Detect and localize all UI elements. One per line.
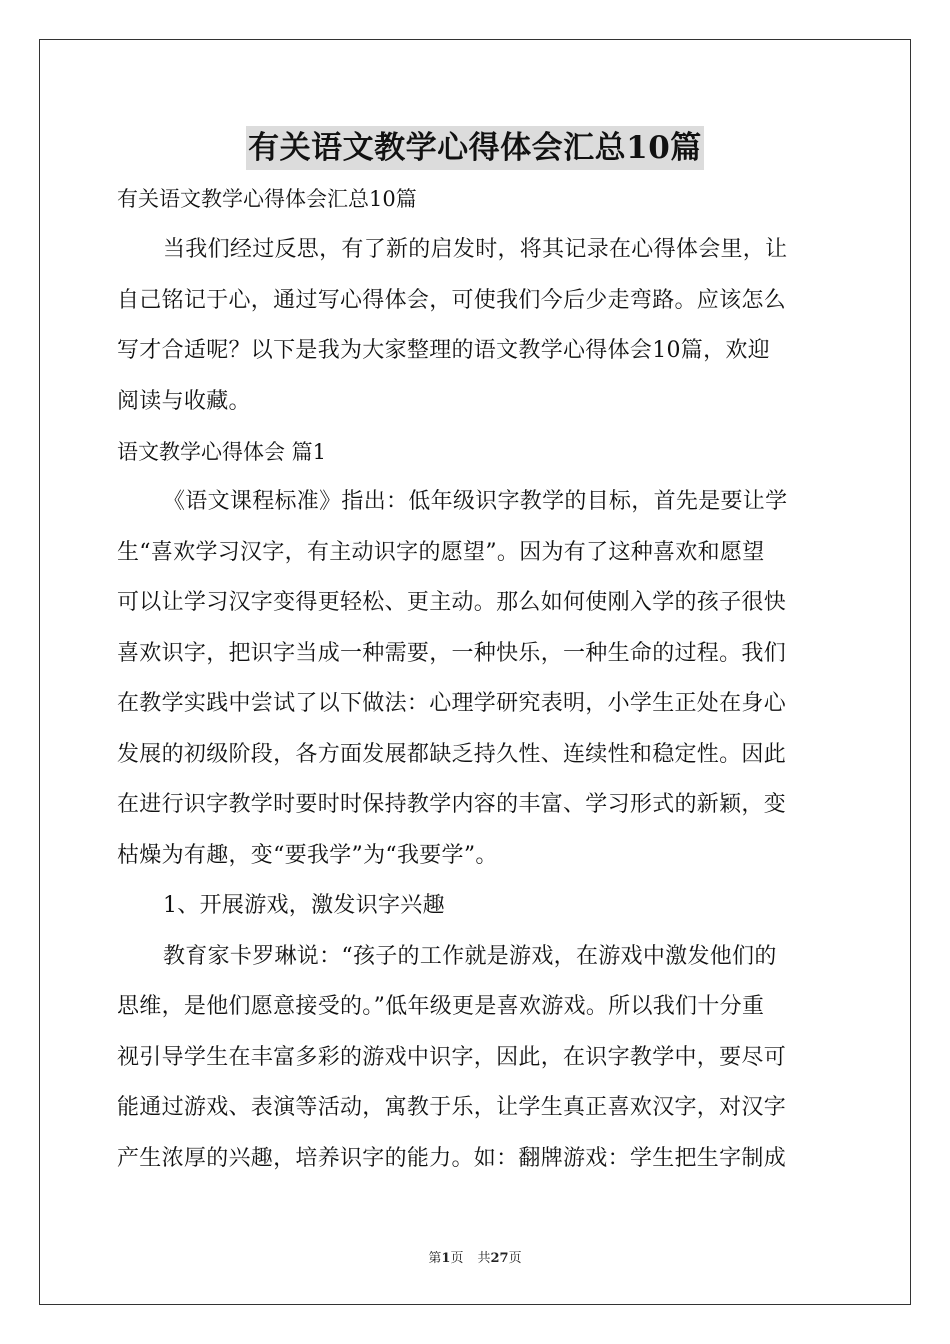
text-line: 思维，是他们愿意接受的。”低年级更是喜欢游戏。所以我们十分重 [117,994,765,1019]
text-line: 《语文课程标准》指出：低年级识字教学的目标，首先是要让学 [163,489,788,514]
page-number: 1 [441,1251,451,1266]
text-line: 当我们经过反思，有了新的启发时，将其记录在心得体会里，让 [163,237,788,262]
total-prefix: 共 [477,1251,491,1266]
text-line: 自己铭记于心，通过写心得体会，可使我们今后少走弯路。应该怎么 [117,287,787,313]
document-subtitle: 有关语文教学心得体会汇总10篇 [117,187,417,211]
section-paragraph [117,477,833,881]
text-line: 阅读与收藏。 [117,388,251,414]
intro-paragraph [117,225,833,427]
page-footer [0,1247,950,1266]
document-title: 有关语文教学心得体会汇总10篇 [246,126,704,170]
page-label-prefix: 第 [428,1251,442,1266]
text-line: 产生浓厚的兴趣，培养识字的能力。如：翻牌游戏：学生把生字制成 [117,1145,787,1171]
text-line: 生“喜欢学习汉字，有主动识字的愿望”。因为有了这种喜欢和愿望 [117,539,765,565]
text-line: 喜欢识字，把识字当成一种需要，一种快乐，一种生命的过程。我们 [117,640,787,666]
total-pages: 27 [490,1251,509,1266]
total-suffix: 页 [508,1251,522,1266]
document-body [117,177,833,1184]
text-line: 视引导学生在丰富多彩的游戏中识字，因此，在识字教学中，要尽可 [117,1044,787,1070]
page-label-suffix: 页 [450,1251,464,1266]
text-line: 在进行识字教学时要时时保持教学内容的丰富、学习形式的新颖，变 [117,792,787,817]
section-heading: 语文教学心得体会 篇1 [117,440,327,464]
sub-paragraph [117,932,833,1185]
title-area [0,126,950,170]
text-line: 枯燥为有趣，变“要我学”为“我要学”。 [117,842,498,868]
text-line: 教育家卡罗琳说：“孩子的工作就是游戏，在游戏中激发他们的 [163,943,777,969]
text-line: 发展的初级阶段，各方面发展都缺乏持久性、连续性和稳定性。因此 [117,741,787,767]
text-line: 能通过游戏、表演等活动，寓教于乐，让学生真正喜欢汉字，对汉字 [117,1095,787,1120]
text-line: 写才合适呢？以下是我为大家整理的语文教学心得体会10篇，欢迎 [117,338,770,363]
text-line: 可以让学习汉字变得更轻松、更主动。那么如何使刚入学的孩子很快 [117,590,787,615]
subheading: 1、开展游戏，激发识字兴趣 [163,893,445,918]
text-line: 在教学实践中尝试了以下做法：心理学研究表明，小学生正处在身心 [117,691,787,716]
